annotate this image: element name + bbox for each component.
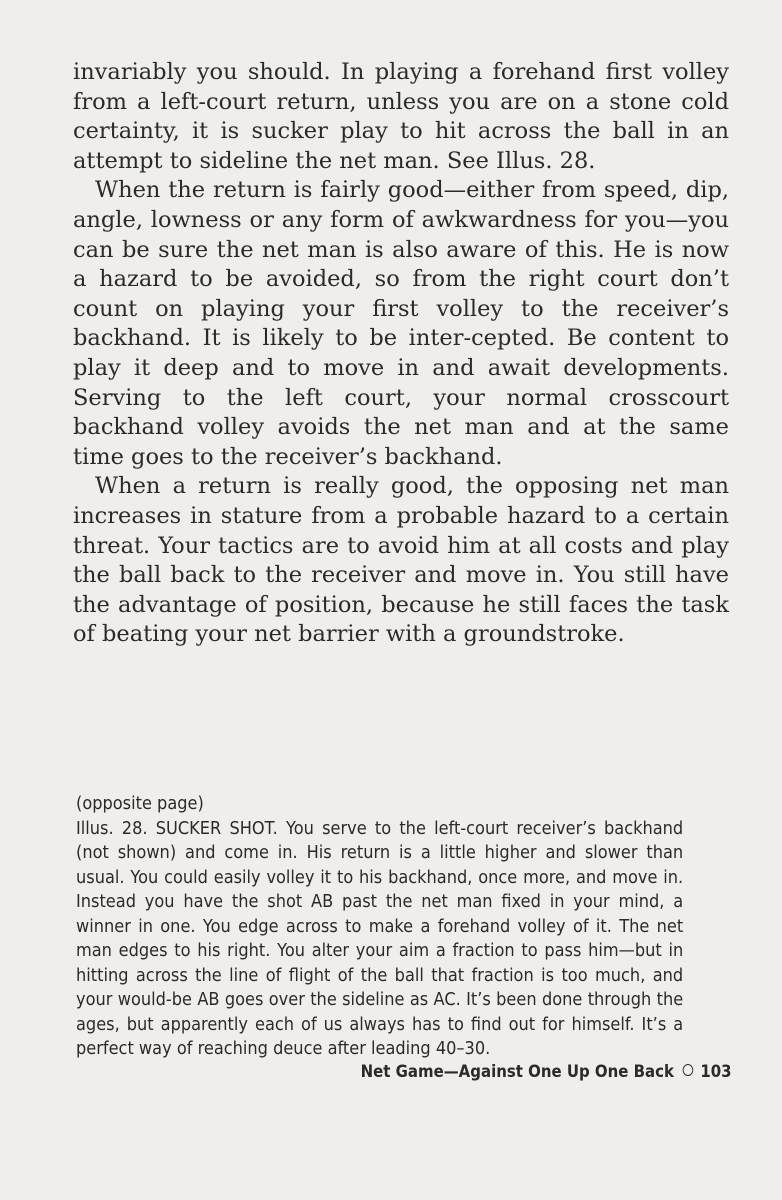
- running-title: Net Game—Against One Up One Back: [361, 1062, 675, 1082]
- caption-text: Illus. 28. SUCKER SHOT. You serve to the left-court receiver’s backhand (not shown) and come in. His return is a little higher and slower than usual. You could easily volley it to his backhand, once more, and move in. Instead you have the shot AB past the net man fixed in your mind, a winner in one. You edge across to make a forehand volley of it. The net man edges to his right. You alter your aim a fraction to pass him—but in hitting across the line of flight of the ball that fraction is too much, and your would-be AB goes over the sideline as AC. It’s been done through the ages, but apparently each of us always has to find out for himself. It’s a perfect way of reaching deuce after leading 40–30.: [76, 818, 684, 1059]
- caption-label: (opposite page): [76, 794, 204, 814]
- body-text: [73, 58, 729, 650]
- illustration-caption: [76, 792, 683, 1062]
- body-paragraph-3: When a return is really good, the opposing net man increases in stature from a probable hazard to a certain threat. Your tactics are to avoid him at all costs and play the ball back to the receiver and move in. You still have the advantage of position, because he still faces the task of beating your net barrier with a groundstroke.: [73, 473, 729, 648]
- circle-separator-icon: [683, 1064, 694, 1076]
- page-footer: [361, 1062, 732, 1082]
- body-paragraph-2: When the return is fairly good—either from speed, dip, angle, lowness or any form of awkwardness for you—you can be sure the net man is also aware of this. He is now a hazard to be avoided, so from the right court don’t count on playing your first volley to the receiver’s backhand. It is likely to be inter-cepted. Be content to play it deep and to move in and await developments. Serving to the left court, your normal crosscourt backhand volley avoids the net man and at the same time goes to the receiver’s backhand.: [73, 177, 729, 470]
- page-number: 103: [700, 1062, 732, 1082]
- body-paragraph-1: invariably you should. In playing a forehand first volley from a left-court return, unless you are on a stone cold certainty, it is sucker play to hit across the ball in an attempt to sideline the net man. See Illus. 28.: [73, 59, 729, 174]
